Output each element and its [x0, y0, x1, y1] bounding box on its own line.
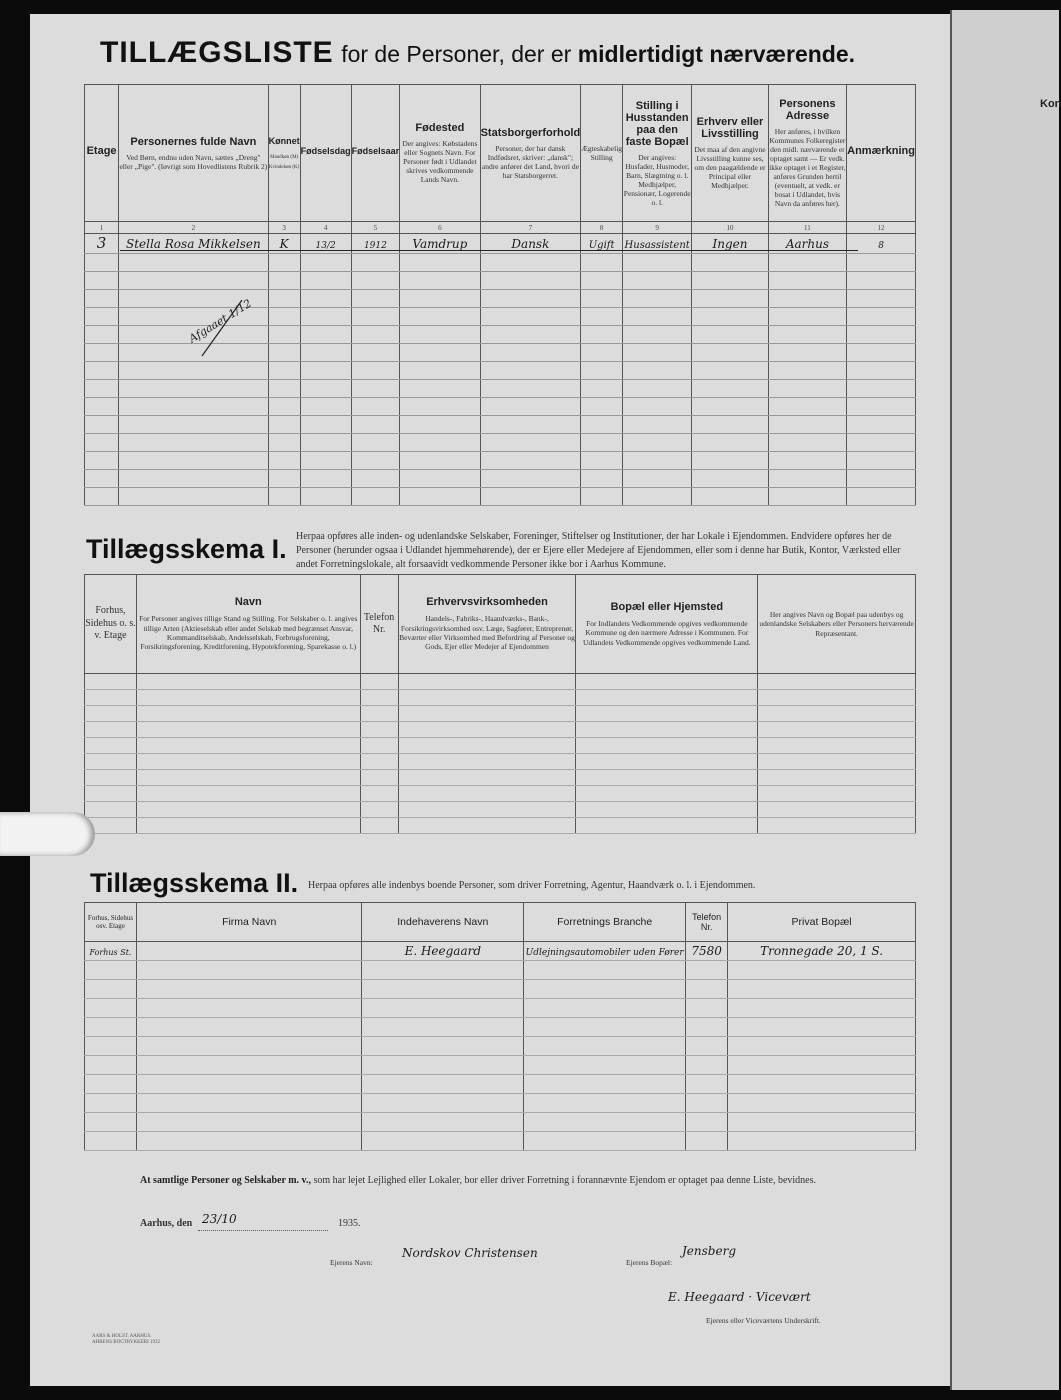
col-birthyear: Fødselsaar [351, 85, 400, 222]
table-row [85, 398, 916, 416]
schema2-description: Herpaa opføres alle indenbys boende Personer, som driver Forretning, Agentur, Haandværk o. l. i Ejendommen. [308, 880, 756, 891]
facing-page-text: Kon [1040, 98, 1061, 110]
schema1-header-row [85, 575, 916, 674]
table-row [85, 380, 916, 398]
table-row [85, 754, 916, 770]
s2-col-firm: Firma Navn [136, 903, 361, 942]
table-row [85, 1075, 916, 1094]
table-row [85, 674, 916, 690]
entry-birthday: 13/2 [315, 240, 336, 251]
schema1-title: Tillægsskema I. [86, 534, 287, 564]
entry-marital: Ugift [588, 239, 615, 251]
col-citizenship: Statsborgerforhold Personer, der har dansk Indfødsret, skriver: „dansk"; andre anfører det Land, hvori de har Statsborgerret. [480, 85, 581, 222]
main-title [100, 36, 855, 70]
date-line [140, 1212, 361, 1229]
owner-name-value: Nordskov Christensen [402, 1246, 538, 1260]
col-household: Stilling i Husstanden paa den faste Bopæl Der angives: Husfader, Husmoder, Barn, Slægtning o. l. Medhjælper, Pensionær, Logerende o. l. [623, 85, 692, 222]
s2-entry-owner: E. Heegaard [404, 944, 482, 958]
table-row [85, 706, 916, 722]
entry-note: 8 [878, 240, 884, 251]
entry-household: Husassistent [624, 239, 690, 251]
col-note: Anmærkning [847, 85, 916, 222]
owner-domicile-label: Ejerens Bopæl: [626, 1258, 673, 1267]
entry-name: Stella Rosa Mikkelsen [125, 236, 261, 251]
s2-entry-branch: Udlejningsautomobiler uden Fører [525, 948, 684, 958]
table-row [85, 770, 916, 786]
strike-through-line [120, 250, 858, 251]
schema1-table [84, 574, 916, 834]
entry-birthyear: 1912 [363, 240, 387, 251]
s2-col-phone: Telefon Nr. [686, 903, 728, 942]
table-row [85, 738, 916, 754]
paper-clip [0, 812, 95, 856]
table-row [85, 690, 916, 706]
signature: E. Heegaard · Vicevært [668, 1290, 811, 1304]
table-row [85, 488, 916, 506]
s1-col-domicile: Bopæl eller Hjemsted For Indlandets Vedkommende opgives vedkommende Kommune og den nærmere Adresse i Kommunen. For Udlandets Vedkommende opgives vedkommende Land. [576, 575, 758, 674]
table-row [85, 1037, 916, 1056]
facing-page-edge [950, 10, 1059, 1390]
table-row [85, 802, 916, 818]
signature-label: Ejerens eller Viceværtens Underskrift. [706, 1316, 821, 1325]
s2-entry-home: Tronnegade 20, 1 S. [760, 944, 884, 958]
main-list-header-row [85, 85, 916, 222]
col-birthday: Fødselsdag [300, 85, 351, 222]
table-row [85, 362, 916, 380]
s2-col-etage: Forhus, Sidehus osv. Etage [85, 903, 137, 942]
table-row [85, 961, 916, 980]
table-row [85, 434, 916, 452]
table-row [85, 786, 916, 802]
table-row [85, 470, 916, 488]
s1-col-phone: Telefon Nr. [360, 575, 398, 674]
table-row [85, 722, 916, 738]
s1-col-etage: Forhus, Sidehus o. s. v. Etage [85, 575, 137, 674]
schema2-header-row [85, 903, 916, 942]
table-row [85, 1132, 916, 1151]
table-row [85, 1113, 916, 1132]
table-row [85, 1056, 916, 1075]
col-etage: Etage [85, 85, 119, 222]
col-sex: Kønnet Mandkøn (M) Kvindekøn (K) [268, 85, 300, 222]
attestation-text: At samtlige Personer og Selskaber m. v., som har lejet Lejlighed eller Lokaler, bor eller driver Forretning i forannævnte Ejendom er optaget paa denne Liste, bevidnes. [140, 1175, 816, 1186]
s1-col-business: Erhvervsvirksomheden Handels-, Fabriks-, Haandværks-, Bank-, Forsikringsvirksomhed osv. Læge, Sagfører, Entreprenør, Beværter eller Virksomhed med Befordring af Personer og Gods, Ejer eller Medejer af Ejendommen [398, 575, 576, 674]
owner-name-label: Ejerens Navn: [330, 1258, 373, 1267]
table-row [85, 999, 916, 1018]
schema2-table [84, 902, 916, 1151]
s2-entry-phone: 7580 [691, 944, 722, 958]
table-row [85, 818, 916, 834]
s2-col-owner: Indehaverens Navn [362, 903, 524, 942]
column-number-row: 1 2 3 4 5 6 7 8 9 10 11 12 [85, 222, 916, 234]
s2-entry-etage: Forhus St. [89, 948, 132, 957]
table-row [85, 452, 916, 470]
col-name: Personernes fulde Navn Ved Børn, endnu uden Navn, sættes „Dreng" eller „Pige". (Iøvrigt som Hovedlistens Rubrik 2) [119, 85, 268, 222]
entry-citizenship: Dansk [511, 236, 550, 251]
col-address: Personens Adresse Her anføres, i hvilken Kommunes Folkeregister den midl. nærværende er optaget samt — Er vedk. ikke optaget i et Register, anføres Grunden hertil (eventuelt, at vedk. er bosat i Udlandet, hvis Navn da anføres her). [768, 85, 846, 222]
table-row [85, 272, 916, 290]
schema1-description: Herpaa opføres alle inden- og udenlandske Selskaber, Foreninger, Stiftelser og Institutioner, der har Lokale i Ejendommen. Endvidere opføres her de Personer (herunder ogsaa i Udlandet hjemmehørende), der er Ejere eller Medejere af Ejendommen, eller som i denne har Butik, Kontor, Værksted eller andet Forretningslokale, alt forsaavidt vedkommende Personer ikke bor i Aarhus Kommune. [296, 531, 901, 570]
margin-annotation [186, 288, 254, 358]
table-row [85, 254, 916, 272]
city-label: Aarhus, den [140, 1218, 193, 1229]
entry-occupation: Ingen [712, 236, 748, 251]
s1-col-representative: Her angives Navn og Bopæl paa udenbys og udenlandske Selskabers eller Personers herværende Repræsentant. [758, 575, 916, 674]
table-row [85, 942, 916, 961]
schema2-title: Tillægsskema II. [90, 868, 299, 898]
s2-col-home: Privat Bopæl [728, 903, 916, 942]
main-title-word: TILLÆGSLISTE [100, 36, 334, 69]
entry-etage: 3 [96, 234, 107, 252]
col-occupation: Erhverv eller Livsstilling Det maa af den angivne Livsstilling kunne ses, om den paagældende er Principal eller Medhjælper. [692, 85, 768, 222]
table-row [85, 416, 916, 434]
entry-address: Aarhus [785, 236, 829, 251]
col-marital: Ægteskabelig Stilling [581, 85, 623, 222]
printer-mark: AARS & HOLST, AARHUS. AHRENS BOGTRYKKERI 1932 [92, 1334, 161, 1345]
entry-sex: K [279, 236, 289, 251]
margin-note-text: Afgaaet 1/12 [186, 296, 254, 346]
owner-domicile-value: Jensberg [682, 1244, 736, 1258]
date-dotted-line [198, 1230, 328, 1231]
year-value: 1935. [338, 1218, 361, 1229]
table-row [85, 980, 916, 999]
s2-col-branch: Forretnings Branche [524, 903, 686, 942]
table-row [85, 1018, 916, 1037]
s1-col-name: Navn For Personer angives tillige Stand og Stilling. For Selskaber o. l. angives tillige Arten (Aktieselskab eller andet Selskab med begrænset Ansvar, Kommanditselskab, Andelsselskab, Forbrugsforening, Forsikringsforening, Kreditforening, Hypotekforening, Sparekasse o. l.) [136, 575, 360, 674]
col-birthplace: Fødested Der angives: Købstadens eller Sognets Navn. For Personer født i Udlandet skrives vedkommende Lands Navn. [400, 85, 480, 222]
date-value: 23/10 [202, 1212, 237, 1226]
table-row [85, 1094, 916, 1113]
main-title-rest: for de Personer, der er midlertidigt nærværende. [341, 41, 856, 67]
entry-birthplace: Vamdrup [412, 236, 468, 251]
